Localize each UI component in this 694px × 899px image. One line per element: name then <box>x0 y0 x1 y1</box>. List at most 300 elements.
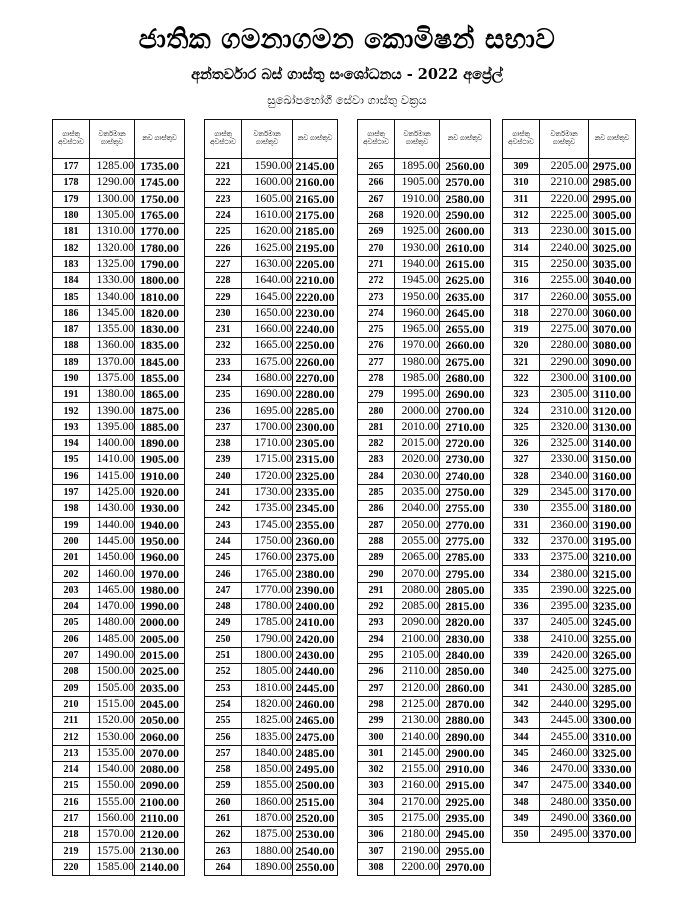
new-fare: 2120.00 <box>135 827 185 843</box>
stage-number: 312 <box>503 207 540 223</box>
current-fare: 2395.00 <box>540 599 589 615</box>
new-fare: 3195.00 <box>589 533 636 549</box>
table-row <box>53 729 185 745</box>
stage-number: 194 <box>53 436 90 452</box>
current-fare: 1995.00 <box>395 387 440 403</box>
column-header-current-fare: වර්තමාන ගාස්තුව <box>395 120 440 159</box>
stage-number: 324 <box>503 403 540 419</box>
stage-number: 277 <box>358 354 395 370</box>
new-fare: 1930.00 <box>135 501 185 517</box>
stage-number: 330 <box>503 501 540 517</box>
table-row <box>53 159 185 175</box>
current-fare: 2065.00 <box>395 550 440 566</box>
current-fare: 1630.00 <box>242 256 293 272</box>
table-row <box>53 207 185 223</box>
table-row <box>53 664 185 680</box>
new-fare: 2335.00 <box>293 484 338 500</box>
table-row <box>205 240 338 256</box>
table-row <box>503 305 636 321</box>
new-fare: 2925.00 <box>440 794 491 810</box>
current-fare: 1945.00 <box>395 273 440 289</box>
new-fare: 2635.00 <box>440 289 491 305</box>
stage-number: 335 <box>503 582 540 598</box>
table-row <box>205 761 338 777</box>
new-fare: 1980.00 <box>135 582 185 598</box>
current-fare: 1730.00 <box>242 484 293 500</box>
table-row <box>205 533 338 549</box>
new-fare: 2720.00 <box>440 436 491 452</box>
current-fare: 2175.00 <box>395 810 440 826</box>
current-fare: 2255.00 <box>540 273 589 289</box>
table-row <box>358 273 491 289</box>
current-fare: 1325.00 <box>90 256 135 272</box>
table-row <box>358 484 491 500</box>
stage-number: 256 <box>205 729 242 745</box>
new-fare: 2660.00 <box>440 338 491 354</box>
stage-number: 337 <box>503 615 540 631</box>
stage-number: 209 <box>53 680 90 696</box>
table-row <box>205 582 338 598</box>
new-fare: 2740.00 <box>440 468 491 484</box>
table-row <box>503 761 636 777</box>
current-fare: 1465.00 <box>90 582 135 598</box>
new-fare: 2345.00 <box>293 501 338 517</box>
current-fare: 1790.00 <box>242 631 293 647</box>
table-row <box>358 761 491 777</box>
stage-number: 269 <box>358 224 395 240</box>
table-row <box>205 175 338 191</box>
stage-number: 285 <box>358 484 395 500</box>
new-fare: 3120.00 <box>589 403 636 419</box>
current-fare: 1925.00 <box>395 224 440 240</box>
new-fare: 2240.00 <box>293 321 338 337</box>
stage-number: 321 <box>503 354 540 370</box>
table-row <box>53 810 185 826</box>
current-fare: 2325.00 <box>540 436 589 452</box>
current-fare: 2480.00 <box>540 794 589 810</box>
stage-number: 341 <box>503 680 540 696</box>
current-fare: 2085.00 <box>395 599 440 615</box>
current-fare: 1825.00 <box>242 713 293 729</box>
current-fare: 1750.00 <box>242 533 293 549</box>
current-fare: 1985.00 <box>395 370 440 386</box>
new-fare: 2580.00 <box>440 191 491 207</box>
table-row <box>358 321 491 337</box>
stage-number: 350 <box>503 827 540 843</box>
current-fare: 1695.00 <box>242 403 293 419</box>
table-row <box>205 273 338 289</box>
new-fare: 2500.00 <box>293 778 338 794</box>
stage-number: 184 <box>53 273 90 289</box>
new-fare: 2230.00 <box>293 305 338 321</box>
current-fare: 2155.00 <box>395 761 440 777</box>
stage-number: 205 <box>53 615 90 631</box>
table-row <box>503 419 636 435</box>
stage-number: 240 <box>205 468 242 484</box>
table-row <box>205 452 338 468</box>
table-row <box>53 615 185 631</box>
stage-number: 282 <box>358 436 395 452</box>
stage-number: 279 <box>358 387 395 403</box>
current-fare: 2470.00 <box>540 761 589 777</box>
table-row <box>503 191 636 207</box>
table-row <box>358 615 491 631</box>
current-fare: 2455.00 <box>540 729 589 745</box>
stage-number: 242 <box>205 501 242 517</box>
new-fare: 2145.00 <box>293 159 338 175</box>
new-fare: 2550.00 <box>293 859 338 875</box>
current-fare: 2390.00 <box>540 582 589 598</box>
stage-number: 322 <box>503 370 540 386</box>
current-fare: 2375.00 <box>540 550 589 566</box>
stage-number: 253 <box>205 680 242 696</box>
table-row <box>503 582 636 598</box>
new-fare: 2935.00 <box>440 810 491 826</box>
stage-number: 212 <box>53 729 90 745</box>
new-fare: 2005.00 <box>135 631 185 647</box>
stage-number: 328 <box>503 468 540 484</box>
new-fare: 2970.00 <box>440 859 491 875</box>
stage-number: 239 <box>205 452 242 468</box>
current-fare: 1785.00 <box>242 615 293 631</box>
current-fare: 2370.00 <box>540 533 589 549</box>
current-fare: 1555.00 <box>90 794 135 810</box>
stage-number: 195 <box>53 452 90 468</box>
new-fare: 2560.00 <box>440 159 491 175</box>
stage-number: 257 <box>205 745 242 761</box>
table-row <box>53 224 185 240</box>
table-row <box>358 533 491 549</box>
table-row <box>205 256 338 272</box>
stage-number: 309 <box>503 159 540 175</box>
table-row <box>53 566 185 582</box>
stage-number: 268 <box>358 207 395 223</box>
new-fare: 2205.00 <box>293 256 338 272</box>
stage-number: 238 <box>205 436 242 452</box>
stage-number: 306 <box>358 827 395 843</box>
stage-number: 231 <box>205 321 242 337</box>
table-row <box>503 387 636 403</box>
new-fare: 1940.00 <box>135 517 185 533</box>
table-row <box>53 761 185 777</box>
current-fare: 2260.00 <box>540 289 589 305</box>
new-fare: 2410.00 <box>293 615 338 631</box>
table-row <box>503 778 636 794</box>
current-fare: 1910.00 <box>395 191 440 207</box>
table-row <box>358 550 491 566</box>
new-fare: 2305.00 <box>293 436 338 452</box>
table-row <box>358 680 491 696</box>
new-fare: 3035.00 <box>589 256 636 272</box>
current-fare: 2035.00 <box>395 484 440 500</box>
table-row <box>503 468 636 484</box>
current-fare: 1460.00 <box>90 566 135 582</box>
stage-number: 345 <box>503 745 540 761</box>
table-row <box>53 517 185 533</box>
table-row <box>503 207 636 223</box>
new-fare: 3070.00 <box>589 321 636 337</box>
table-row <box>358 729 491 745</box>
table-row <box>503 501 636 517</box>
new-fare: 3330.00 <box>589 761 636 777</box>
stage-number: 214 <box>53 761 90 777</box>
stage-number: 311 <box>503 191 540 207</box>
new-fare: 2890.00 <box>440 729 491 745</box>
current-fare: 2305.00 <box>540 387 589 403</box>
new-fare: 1875.00 <box>135 403 185 419</box>
new-fare: 2060.00 <box>135 729 185 745</box>
new-fare: 3255.00 <box>589 631 636 647</box>
stage-number: 301 <box>358 745 395 761</box>
new-fare: 3100.00 <box>589 370 636 386</box>
table-row <box>53 387 185 403</box>
document-subtitle: අන්තර්වාර බස් ගාස්තු සංශෝධනය - 2022 අප්‍රේල් <box>191 66 503 83</box>
stage-number: 294 <box>358 631 395 647</box>
new-fare: 2815.00 <box>440 599 491 615</box>
current-fare: 2160.00 <box>395 778 440 794</box>
table-row <box>503 338 636 354</box>
new-fare: 2195.00 <box>293 240 338 256</box>
table-row <box>205 859 338 875</box>
new-fare: 1810.00 <box>135 289 185 305</box>
current-fare: 2210.00 <box>540 175 589 191</box>
current-fare: 1450.00 <box>90 550 135 566</box>
new-fare: 2210.00 <box>293 273 338 289</box>
new-fare: 2175.00 <box>293 207 338 223</box>
new-fare: 1820.00 <box>135 305 185 321</box>
stage-number: 182 <box>53 240 90 256</box>
new-fare: 3025.00 <box>589 240 636 256</box>
stage-number: 247 <box>205 582 242 598</box>
stage-number: 197 <box>53 484 90 500</box>
current-fare: 1700.00 <box>242 419 293 435</box>
current-fare: 1665.00 <box>242 338 293 354</box>
column-header-stage: ගාස්තු අවස්ථාව <box>53 120 90 159</box>
column-header-current-fare: වර්තමාන ගාස්තුව <box>540 120 589 159</box>
new-fare: 3160.00 <box>589 468 636 484</box>
stage-number: 344 <box>503 729 540 745</box>
current-fare: 1675.00 <box>242 354 293 370</box>
new-fare: 2645.00 <box>440 305 491 321</box>
table-row <box>503 696 636 712</box>
new-fare: 1950.00 <box>135 533 185 549</box>
new-fare: 2730.00 <box>440 452 491 468</box>
table-row <box>53 680 185 696</box>
current-fare: 1310.00 <box>90 224 135 240</box>
table-row <box>503 713 636 729</box>
new-fare: 2325.00 <box>293 468 338 484</box>
stage-number: 347 <box>503 778 540 794</box>
stage-number: 222 <box>205 175 242 191</box>
current-fare: 1860.00 <box>242 794 293 810</box>
table-row <box>53 745 185 761</box>
new-fare: 2680.00 <box>440 370 491 386</box>
stage-number: 177 <box>53 159 90 175</box>
stage-number: 287 <box>358 517 395 533</box>
current-fare: 1430.00 <box>90 501 135 517</box>
table-row <box>503 159 636 175</box>
stage-number: 336 <box>503 599 540 615</box>
new-fare: 2675.00 <box>440 354 491 370</box>
stage-number: 210 <box>53 696 90 712</box>
stage-number: 276 <box>358 338 395 354</box>
table-row <box>205 159 338 175</box>
stage-number: 339 <box>503 647 540 663</box>
current-fare: 2270.00 <box>540 305 589 321</box>
current-fare: 2080.00 <box>395 582 440 598</box>
current-fare: 1400.00 <box>90 436 135 452</box>
new-fare: 3225.00 <box>589 582 636 598</box>
current-fare: 2440.00 <box>540 696 589 712</box>
current-fare: 1980.00 <box>395 354 440 370</box>
table-row <box>358 582 491 598</box>
stage-number: 299 <box>358 713 395 729</box>
new-fare: 2380.00 <box>293 566 338 582</box>
stage-number: 229 <box>205 289 242 305</box>
stage-number: 224 <box>205 207 242 223</box>
new-fare: 2515.00 <box>293 794 338 810</box>
current-fare: 2495.00 <box>540 827 589 843</box>
new-fare: 2485.00 <box>293 745 338 761</box>
new-fare: 2270.00 <box>293 370 338 386</box>
new-fare: 2090.00 <box>135 778 185 794</box>
new-fare: 3080.00 <box>589 338 636 354</box>
current-fare: 1660.00 <box>242 321 293 337</box>
current-fare: 2420.00 <box>540 647 589 663</box>
stage-number: 241 <box>205 484 242 500</box>
stage-number: 303 <box>358 778 395 794</box>
stage-number: 272 <box>358 273 395 289</box>
fare-table-4 <box>502 119 636 843</box>
table-row <box>358 827 491 843</box>
stage-number: 191 <box>53 387 90 403</box>
current-fare: 1535.00 <box>90 745 135 761</box>
new-fare: 2015.00 <box>135 647 185 663</box>
current-fare: 2050.00 <box>395 517 440 533</box>
stage-number: 274 <box>358 305 395 321</box>
new-fare: 1745.00 <box>135 175 185 191</box>
current-fare: 2225.00 <box>540 207 589 223</box>
current-fare: 2460.00 <box>540 745 589 761</box>
current-fare: 1965.00 <box>395 321 440 337</box>
stage-number: 232 <box>205 338 242 354</box>
new-fare: 3180.00 <box>589 501 636 517</box>
current-fare: 2100.00 <box>395 631 440 647</box>
stage-number: 201 <box>53 550 90 566</box>
new-fare: 3190.00 <box>589 517 636 533</box>
new-fare: 1865.00 <box>135 387 185 403</box>
new-fare: 2420.00 <box>293 631 338 647</box>
new-fare: 3040.00 <box>589 273 636 289</box>
stage-number: 296 <box>358 664 395 680</box>
table-row <box>53 827 185 843</box>
stage-number: 202 <box>53 566 90 582</box>
current-fare: 2040.00 <box>395 501 440 517</box>
stage-number: 204 <box>53 599 90 615</box>
new-fare: 2805.00 <box>440 582 491 598</box>
table-row <box>53 370 185 386</box>
stage-number: 266 <box>358 175 395 191</box>
current-fare: 1440.00 <box>90 517 135 533</box>
stage-number: 215 <box>53 778 90 794</box>
stage-number: 213 <box>53 745 90 761</box>
table-row <box>358 370 491 386</box>
new-fare: 2785.00 <box>440 550 491 566</box>
table-row <box>503 615 636 631</box>
current-fare: 1810.00 <box>242 680 293 696</box>
new-fare: 3060.00 <box>589 305 636 321</box>
new-fare: 3150.00 <box>589 452 636 468</box>
table-row <box>205 207 338 223</box>
stage-number: 237 <box>205 419 242 435</box>
current-fare: 1330.00 <box>90 273 135 289</box>
new-fare: 3055.00 <box>589 289 636 305</box>
current-fare: 1715.00 <box>242 452 293 468</box>
stage-number: 260 <box>205 794 242 810</box>
stage-number: 261 <box>205 810 242 826</box>
new-fare: 2390.00 <box>293 582 338 598</box>
new-fare: 2460.00 <box>293 696 338 712</box>
table-row <box>503 256 636 272</box>
table-row <box>53 599 185 615</box>
table-row <box>503 175 636 191</box>
current-fare: 1650.00 <box>242 305 293 321</box>
table-row <box>503 550 636 566</box>
stage-number: 228 <box>205 273 242 289</box>
table-row <box>503 354 636 370</box>
stage-number: 258 <box>205 761 242 777</box>
table-row <box>358 647 491 663</box>
current-fare: 2425.00 <box>540 664 589 680</box>
table-row <box>358 566 491 582</box>
table-row <box>358 452 491 468</box>
new-fare: 2850.00 <box>440 664 491 680</box>
table-row <box>205 810 338 826</box>
table-row <box>205 713 338 729</box>
table-row <box>205 468 338 484</box>
new-fare: 2250.00 <box>293 338 338 354</box>
table-row <box>205 566 338 582</box>
new-fare: 3170.00 <box>589 484 636 500</box>
table-row <box>503 436 636 452</box>
table-row <box>503 484 636 500</box>
stage-number: 327 <box>503 452 540 468</box>
stage-number: 292 <box>358 599 395 615</box>
new-fare: 1780.00 <box>135 240 185 256</box>
new-fare: 1960.00 <box>135 550 185 566</box>
stage-number: 340 <box>503 664 540 680</box>
current-fare: 1360.00 <box>90 338 135 354</box>
new-fare: 3235.00 <box>589 599 636 615</box>
current-fare: 1570.00 <box>90 827 135 843</box>
table-row <box>205 631 338 647</box>
stage-number: 190 <box>53 370 90 386</box>
stage-number: 348 <box>503 794 540 810</box>
current-fare: 2380.00 <box>540 566 589 582</box>
current-fare: 2355.00 <box>540 501 589 517</box>
current-fare: 1805.00 <box>242 664 293 680</box>
current-fare: 2340.00 <box>540 468 589 484</box>
stage-number: 290 <box>358 566 395 582</box>
new-fare: 2375.00 <box>293 550 338 566</box>
new-fare: 3370.00 <box>589 827 636 843</box>
table-row <box>358 240 491 256</box>
new-fare: 3300.00 <box>589 713 636 729</box>
table-row <box>205 354 338 370</box>
table-row <box>53 273 185 289</box>
table-row <box>503 321 636 337</box>
new-fare: 2945.00 <box>440 827 491 843</box>
